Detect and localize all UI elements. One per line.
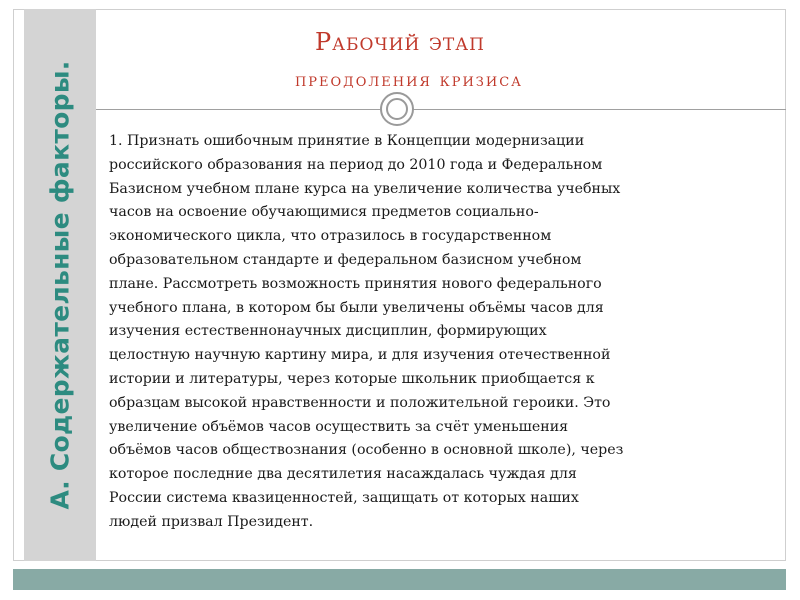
bottom-bar (13, 569, 786, 590)
body-line: Базисном учебном плане курса на увеличение количества учебных (109, 180, 621, 197)
circle-ornament-inner (386, 98, 408, 120)
body-text (109, 130, 759, 535)
body-line: плане. Рассмотреть возможность принятия нового федерального (109, 275, 602, 292)
body-line: целостную научную картину мира, и для изучения отечественной (109, 347, 611, 364)
body-line: истории и литературы, через которые школьник приобщается к (109, 370, 595, 387)
body-line: изучения естественнонаучных дисциплин, формирующих (109, 323, 547, 340)
body-line: которое последние два десятилетия насаждалась чуждая для (109, 466, 577, 483)
body-line: часов на освоение обучающимися предметов социально- (109, 204, 539, 221)
body-line: образцам высокой нравственности и положительной героики. Это (109, 394, 611, 411)
slide-title: Рабочий этап (315, 28, 485, 56)
body-line: России система квазиценностей, защищать от которых наших (109, 489, 579, 506)
body-line: объёмов часов обществознания (особенно в основной школе), через (109, 442, 624, 459)
title-divider (96, 109, 786, 110)
body-line: российского образования на период до 2010 года и Федеральном (109, 156, 603, 173)
sidebar-label: А. Содержательные факторы. (45, 60, 75, 510)
body-line: учебного плана, в котором бы были увеличены объёмы часов для (109, 299, 604, 316)
body-line: увеличение объёмов часов осуществить за счёт уменьшения (109, 418, 569, 435)
circle-ornament-icon (380, 92, 414, 126)
slide-subtitle: преодоления кризиса (294, 70, 524, 91)
body-line: людей призвал Президент. (109, 513, 314, 530)
body-line: образовательном стандарте и федеральном базисном учебном (109, 251, 582, 268)
body-line: экономического цикла, что отразилось в государственном (109, 228, 552, 245)
body-line: 1. Признать ошибочным принятие в Концепции модернизации (109, 133, 585, 149)
